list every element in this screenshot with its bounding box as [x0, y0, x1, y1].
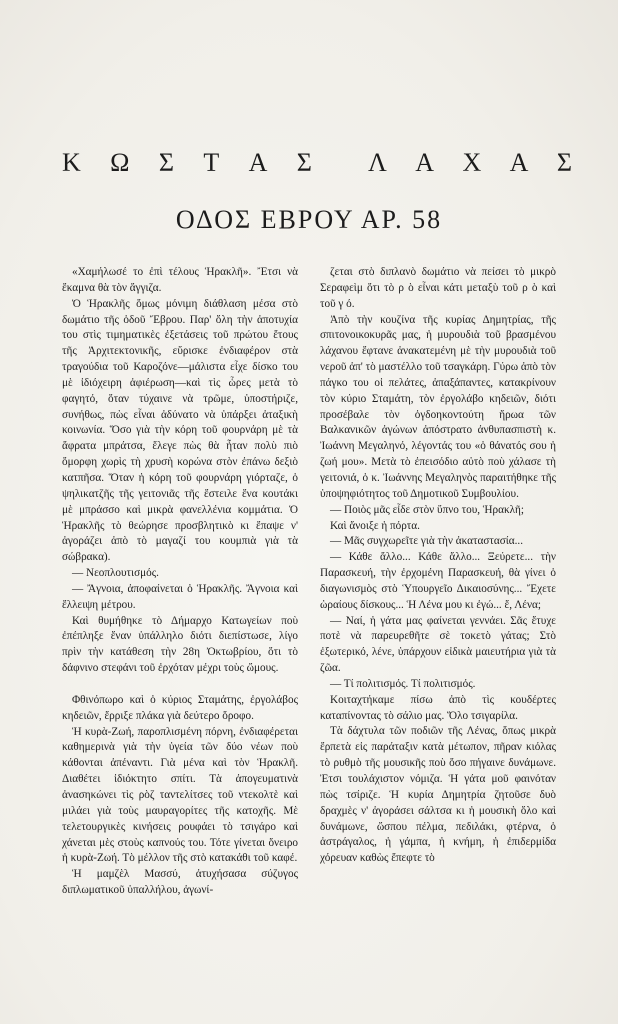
author-name — [62, 148, 572, 178]
paragraph: Ἡ κυρὰ-Ζωή, παροπλισμένη πόρνη, ἐνδιαφέρεται καθημερινὰ γιὰ τὴν ὑγεία τῶν δύο νέων ποὺ κάθονται ἀπέναντι. Γιὰ μένα καὶ τὸν Ἡρακλῆ. Διαθέτει ἰδιόκτητο σπίτι. Τὰ ἀπογευματινὰ ἀνασηκώνει τὶς ρὸζ ταντελίτσες τοῦ ντεκολτὲ καὶ μιλάει γιὰ τοὺς μαυραγορίτες τῆς κατοχῆς. Μὲ τελετουργικὲς κινήσεις ρουφάει τὸ τσιγάρο καὶ χάνεται μὲς στοὺς καπνούς του. Τότε γίνεται ὄνειρο ἡ κυρὰ-Ζωή. Τὸ μέλλον τῆς στὸ κατακάθι τοῦ καφέ. — [62, 725, 298, 865]
paragraph: — Ἄγνοια, ἀποφαίνεται ὁ Ἡρακλῆς. Ἄγνοια καὶ ἔλλειψη μέτρου. — [62, 582, 298, 611]
paragraph: Ἡ μαμζὲλ Μασσύ, ἀτυχήσασα σύζυγος διπλωματικοῦ ὑπαλλήλου, ἀγωνί- — [62, 868, 298, 897]
author-letter: Α — [509, 148, 529, 177]
left-text-column — [62, 265, 298, 899]
paragraph: — Νεοπλουτισμός. — [72, 567, 159, 580]
paragraph: «Χαμήλωσέ το ἐπὶ τέλους Ἡρακλῆ». Ἔτσι νὰ ἔκαμνα θὰ τὸν ἄγγιζα. — [62, 266, 298, 294]
paragraph: — Μᾶς συγχωρεῖτε γιὰ τὴν ἀκαταστασία... — [330, 535, 524, 548]
paragraph: Ἀπὸ τὴν κουζίνα τῆς κυρίας Δημητρίας, τῆς σπιτονοικοκυρᾶς μας, ἡ μυρουδιὰ τοῦ βρασμένου λάχανου ἔφτανε ἀνακατεμένη μὲ τὴν μυρουδιὰ τοῦ νεροῦ ἀπ' τὸ μαστέλλο τοῦ τσαγκάρη. Γύρω ἀπὸ τὸν πάγκο του οἱ πελάτες, ἀπαξάπαντες, κατακρίνουν τὸν κύριο Σταμάτη, τὸν ἐργολάβο κηδειῶν, διότι προσέβαλε τὸν ὀγδοηκοντούτη ἥρωα τῶν Βαλκανικῶν ἀγώνων ἀπόστρατο ἀνθυπασπιστὴ κ. Ἰωάννη Μεγαληνό, λέγοντάς του «ὁ θάνατός σου ἡ ζωή μου». Μετὰ τὸ ἐπεισόδιο αὐτὸ ποὺ χάλασε τὴ γειτονιά, ὁ κ. Ἰωάννης Μεγαληνὸς παραιτήθηκε τῆς ὑποψηφιότητος τοῦ Δημοτικοῦ Συμβουλίου. — [320, 313, 556, 500]
paragraph: Κοιταχτήκαμε πίσω ἀπὸ τὶς κουδέρτες καταπίνοντας τὸ σάλιο μας. Ὅλο τσιγαρίλα. — [320, 693, 556, 722]
author-letter: Τ — [203, 148, 220, 177]
paragraph: — Κάθε ἄλλο... Κάθε ἄλλο... Ξεύρετε... τὴν Παρασκευή, τὴν ἐρχομένη Παρασκευή, θὰ γίνει ὁ διαγωνισμὸς στὸ Ὑπουργεῖο Δικαιοσύνης... Ἔχετε ὡραίους δίσκους... Ἡ Λένα μου κι ἐγώ... ἔ, Λένα; — [320, 551, 556, 611]
author-last-name — [368, 148, 572, 178]
author-first-name — [62, 148, 312, 178]
paragraph: Φθινόπωρο καὶ ὁ κύριος Σταμάτης, ἐργολάβος κηδειῶν, ἔρριξε πλάκα γιὰ δεύτερο ὄροφο. — [62, 693, 298, 722]
paragraph: — Τί πολιτισμός. Τί πολιτισμός. — [330, 677, 476, 690]
story-title: ΟΔΟΣ ΕΒΡΟΥ ΑΡ. 58 — [175, 205, 443, 234]
paragraph: Καὶ ἄνοιξε ἡ πόρτα. — [330, 519, 420, 532]
right-text-column — [320, 265, 556, 867]
author-letter: Χ — [462, 148, 482, 177]
paragraph: Ὁ Ἡρακλῆς ὅμως μόνιμη διάθλαση μέσα στὸ δωμάτιο τῆς ὁδοῦ Ἔβρου. Παρ' ὅλη τὴν ἀποτυχία του στὶς τιμηματικὲς ἐξετάσεις τοῦ πρώτου ἔτους τῆς Ἀρχιτεκτονικῆς, εὕρισκε ἐνδιαφέρον στὰ τραγούδια τοῦ Καροζόνε—μάλιστα εἶχε δίσκο του μὲ ἰδιόχειρη ἀφιέρωση—καὶ τὶς ὧρες μετὰ τὸ φαγητό, ὅταν τύχαινε νὰ τρῶμε, ὑποστήριζε, συνήθως, πὼς εἶναι ἀδύνατο νὰ ὑπάρξει ἀταξικὴ κοινωνία. Ὅσο γιὰ τὴν κόρη τοῦ φουρνάρη μὲ τὰ ἄφρατα μπράτσα, ἔλεγε πὼς θὰ ἦταν πολὺ πιὸ ὄμορφη χωρὶς τὴ χρυσὴ κορώνα στὸν ἐπάνω δεξιὸ κατπῆσα. Ὅταν ἡ κόρη τοῦ φουρνάρη γιόρταζε, ὁ ψηλικατζῆς τῆς γειτονιᾶς τῆς ἔστειλε ἕνα κουτάκι μὲ μπράσσο καὶ μικρὰ φανελλένια κομμάτια. Ὁ Ἡρακλῆς τὸ θεώρησε προσβλητικὸ κι ἔπαψε ν' ἀγοράζει ἀπὸ τὸ μαγαζί του κουμπιὰ γιὰ τὰ σώβρακα). — [62, 297, 298, 564]
author-letter: Ω — [110, 148, 130, 177]
paragraph: Καὶ θυμήθηκε τὸ Δήμαρχο Κατωγείων ποὺ ἐπέπληξε ἕναν ὑπάλληλο διότι διεπίστωσε, λίγο πρὶν τὴν κατάθεση τὴν 28η Ὀκτωβρίου, ὅτι τὸ δάφνινο στεφάνι τοῦ ἐρχόταν μέχρι τοὺς ὤμους. — [62, 614, 298, 675]
author-letter: Σ — [158, 148, 174, 177]
author-letter: Σ — [556, 148, 572, 177]
paragraph: ζεται στὸ διπλανὸ δωμάτιο νὰ πείσει τὸ μικρὸ Σεραφεὶμ ὅτι τὸ ρ ὸ εἶναι κάτι μεταξὺ τοῦ ρ ὸ καὶ τοῦ γ ό. — [320, 266, 556, 310]
author-letter: Λ — [368, 148, 387, 177]
paragraph: — Ναί, ἡ γάτα μας φαίνεται γεννάει. Σᾶς ἔτυχε ποτὲ νὰ παρευρεθῆτε σὲ τοκετὸ γάτας; Στὸ ἐξωτερικό, λένε, ὑπάρχουν εἰδικὰ μαιευτήρια γιὰ τὰ ζῶα. — [320, 614, 556, 675]
author-letter: Α — [248, 148, 268, 177]
author-letter: Α — [415, 148, 435, 177]
paragraph: Τὰ δάχτυλα τῶν ποδιῶν τῆς Λένας, ὅπως μικρὰ ἔρπετὰ εἰς παράταξιν κατὰ μέτωπον, πῆραν κιόλας τὸ ρυθμὸ τῆς μουσικῆς ποὺ ὅσο πήγαινε δυνάμωνε. Ἐτσι τουλάχιστον νόμιζα. Ἡ γάτα μοῦ φαινόταν πὼς τσίριζε. Ἡ κυρία Δημητρία ζητοῦσε δυὸ δραχμὲς ν' ἀγοράσει σάλτσα κι ἡ μουσικὴ ὅλο καὶ δυνάμωνε, ὥσπου πέλμα, πεδιλάκι, φτέρνα, ὁ ἀστράγαλος, ἡ γάμπα, ἡ κνήμη, ἡ ἐπιδερμίδα χόρευαν καθὼς ἔπεφτε τὸ — [320, 725, 556, 865]
author-letter: Σ — [296, 148, 312, 177]
author-letter: Κ — [62, 148, 81, 177]
paragraph: — Ποιὸς μᾶς εἶδε στὸν ὕπνο του, Ἡρακλῆ; — [330, 503, 524, 516]
